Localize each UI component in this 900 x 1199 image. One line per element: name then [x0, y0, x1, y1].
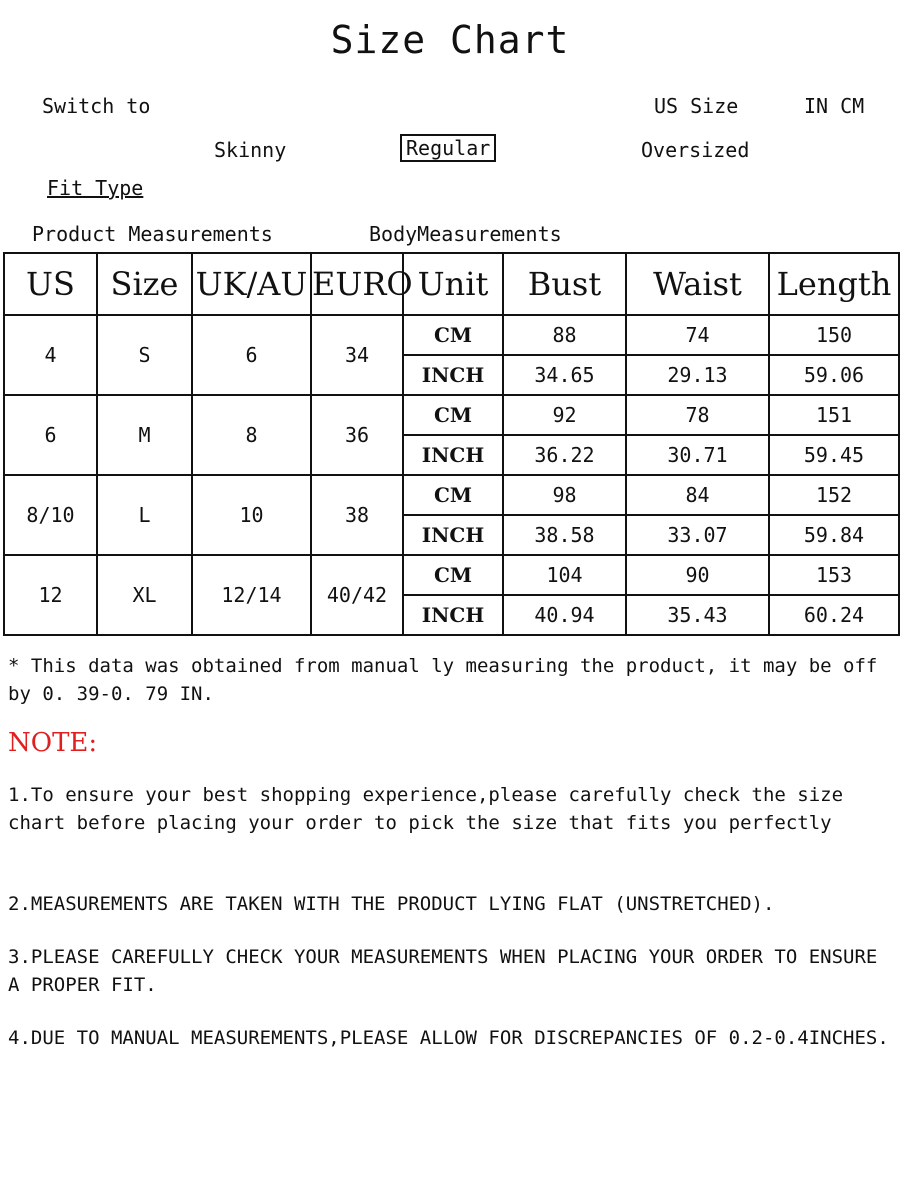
cell-unit: INCH — [403, 355, 503, 395]
note-heading: NOTE: — [8, 728, 98, 758]
tab-body-measurements[interactable]: BodyMeasurements — [369, 222, 562, 246]
cell-waist: 90 — [626, 555, 769, 595]
cell-waist: 35.43 — [626, 595, 769, 635]
disclaimer-text: * This data was obtained from manual ly measuring the product, it may be off by 0. 39-0. 79 IN. — [8, 655, 878, 705]
table-row — [4, 315, 899, 355]
table-row — [4, 555, 899, 595]
cell-unit: INCH — [403, 595, 503, 635]
tab-product-measurements[interactable]: Product Measurements — [32, 222, 273, 246]
header-euro: EURO — [311, 253, 403, 315]
cell-euro: 38 — [311, 475, 403, 555]
cell-length: 151 — [769, 395, 899, 435]
note-item-2: 2.MEASUREMENTS ARE TAKEN WITH THE PRODUCT LYING FLAT (UNSTRETCHED). — [8, 893, 775, 915]
cell-length: 59.84 — [769, 515, 899, 555]
cell-bust: 88 — [503, 315, 626, 355]
header-size: Size — [97, 253, 192, 315]
fit-option-oversized[interactable]: Oversized — [641, 138, 750, 162]
header-waist: Waist — [626, 253, 769, 315]
cell-size: M — [97, 395, 192, 475]
cell-waist: 33.07 — [626, 515, 769, 555]
cell-euro: 34 — [311, 315, 403, 395]
cell-waist: 84 — [626, 475, 769, 515]
cell-euro: 36 — [311, 395, 403, 475]
cell-waist: 29.13 — [626, 355, 769, 395]
cell-us: 8/10 — [4, 475, 97, 555]
cell-uk: 10 — [192, 475, 311, 555]
cell-length: 60.24 — [769, 595, 899, 635]
cell-bust: 98 — [503, 475, 626, 515]
unit-toggle[interactable]: IN CM — [804, 94, 865, 118]
cell-length: 152 — [769, 475, 899, 515]
cell-bust: 36.22 — [503, 435, 626, 475]
fit-option-regular[interactable]: Regular — [400, 134, 496, 162]
cell-us: 6 — [4, 395, 97, 475]
cell-waist: 74 — [626, 315, 769, 355]
cell-bust: 104 — [503, 555, 626, 595]
header-us: US — [4, 253, 97, 315]
note-item-1: 1.To ensure your best shopping experience,please carefully check the size chart before placing your order to pick the size that fits you perfectly — [8, 784, 844, 834]
cell-unit: INCH — [403, 435, 503, 475]
cell-uk: 6 — [192, 315, 311, 395]
cell-waist: 78 — [626, 395, 769, 435]
size-table — [3, 252, 900, 636]
header-bust: Bust — [503, 253, 626, 315]
cell-unit: CM — [403, 315, 503, 355]
table-row — [4, 395, 899, 435]
fit-option-skinny[interactable]: Skinny — [214, 138, 287, 162]
cell-uk: 12/14 — [192, 555, 311, 635]
cell-bust: 34.65 — [503, 355, 626, 395]
cell-unit: CM — [403, 475, 503, 515]
cell-bust: 38.58 — [503, 515, 626, 555]
cell-unit: CM — [403, 555, 503, 595]
cell-length: 150 — [769, 315, 899, 355]
header-length: Length — [769, 253, 899, 315]
note-item-4: 4.DUE TO MANUAL MEASUREMENTS,PLEASE ALLOW FOR DISCREPANCIES OF 0.2-0.4INCHES. — [8, 1027, 889, 1049]
note-item-3: 3.PLEASE CAREFULLY CHECK YOUR MEASUREMENTS WHEN PLACING YOUR ORDER TO ENSURE A PROPER FIT. — [8, 946, 878, 996]
cell-bust: 40.94 — [503, 595, 626, 635]
cell-waist: 30.71 — [626, 435, 769, 475]
cell-bust: 92 — [503, 395, 626, 435]
us-size-toggle[interactable]: US Size — [654, 94, 739, 118]
cell-us: 4 — [4, 315, 97, 395]
fit-type-link[interactable]: Fit Type — [47, 176, 144, 200]
cell-length: 59.45 — [769, 435, 899, 475]
cell-uk: 8 — [192, 395, 311, 475]
cell-size: S — [97, 315, 192, 395]
cell-length: 59.06 — [769, 355, 899, 395]
cell-unit: CM — [403, 395, 503, 435]
switch-label: Switch to — [42, 94, 151, 118]
header-uk-au: UK/AU — [192, 253, 311, 315]
header-unit: Unit — [403, 253, 503, 315]
cell-unit: INCH — [403, 515, 503, 555]
table-row — [4, 475, 899, 515]
cell-size: L — [97, 475, 192, 555]
cell-us: 12 — [4, 555, 97, 635]
cell-size: XL — [97, 555, 192, 635]
page-title: Size Chart — [330, 18, 570, 62]
cell-length: 153 — [769, 555, 899, 595]
cell-euro: 40/42 — [311, 555, 403, 635]
table-header-row — [4, 253, 899, 315]
